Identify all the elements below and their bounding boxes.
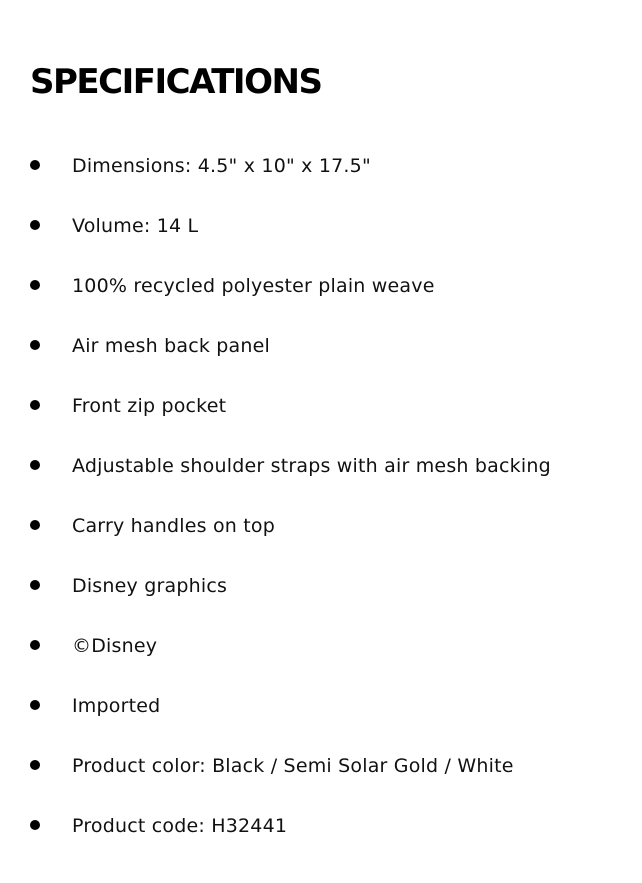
bullet-icon	[30, 280, 40, 290]
bullet-icon	[30, 400, 40, 410]
specifications-heading: SPECIFICATIONS	[30, 62, 322, 102]
spec-text: Front zip pocket	[72, 395, 227, 417]
spec-item-volume	[0, 196, 642, 256]
spec-text: Product code: H32441	[72, 815, 288, 837]
spec-text: Air mesh back panel	[72, 335, 271, 357]
bullet-icon	[30, 640, 40, 650]
bullet-icon	[30, 460, 40, 470]
specifications-list	[0, 136, 642, 856]
spec-item-dimensions	[0, 136, 642, 196]
spec-item-back-panel	[0, 316, 642, 376]
bullet-icon	[30, 760, 40, 770]
spec-item-color	[0, 736, 642, 796]
spec-item-imported	[0, 676, 642, 736]
spec-text: Imported	[72, 695, 161, 717]
spec-item-straps	[0, 436, 642, 496]
bullet-icon	[30, 580, 40, 590]
bullet-icon	[30, 700, 40, 710]
spec-text: Product color: Black / Semi Solar Gold / White	[72, 755, 514, 777]
spec-text: 100% recycled polyester plain weave	[72, 275, 435, 297]
spec-text: Carry handles on top	[72, 515, 276, 537]
spec-item-handles	[0, 496, 642, 556]
spec-text: Volume: 14 L	[72, 215, 199, 237]
spec-item-front-pocket	[0, 376, 642, 436]
spec-item-copyright	[0, 616, 642, 676]
spec-text: ©Disney	[72, 635, 158, 657]
spec-text: Disney graphics	[72, 575, 228, 597]
spec-item-material	[0, 256, 642, 316]
bullet-icon	[30, 340, 40, 350]
spec-text: Adjustable shoulder straps with air mesh backing	[72, 455, 551, 477]
spec-text: Dimensions: 4.5" x 10" x 17.5"	[72, 155, 371, 177]
spec-item-graphics	[0, 556, 642, 616]
bullet-icon	[30, 520, 40, 530]
bullet-icon	[30, 220, 40, 230]
bullet-icon	[30, 820, 40, 830]
bullet-icon	[30, 160, 40, 170]
spec-item-product-code	[0, 796, 642, 856]
